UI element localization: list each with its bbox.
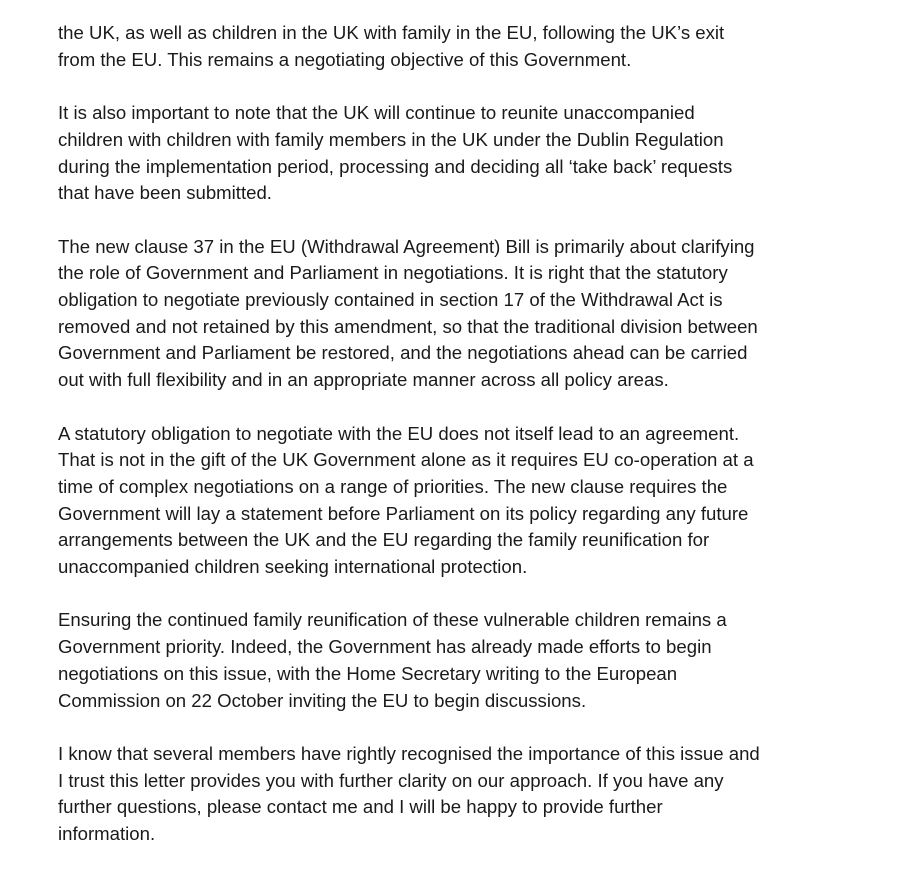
paragraph-line: Government priority. Indeed, the Government has already made efforts to begin bbox=[58, 636, 712, 658]
paragraph-line: arrangements between the UK and the EU regarding the family reunification for bbox=[58, 529, 710, 551]
paragraph-line: information. bbox=[58, 823, 156, 845]
paragraph-line: obligation to negotiate previously contained in section 17 of the Withdrawal Act is bbox=[58, 289, 723, 310]
paragraph-clause-37 bbox=[58, 234, 903, 394]
paragraph-line: children with children with family members in the UK under the Dublin Regulation bbox=[58, 128, 724, 150]
paragraph-line: That is not in the gift of the UK Government alone as it requires EU co-operation at a bbox=[58, 449, 754, 471]
paragraph-line: Commission on 22 October inviting the EU to begin discussions. bbox=[58, 689, 587, 711]
paragraph-line: It is also important to note that the UK will continue to reunite unaccompanied bbox=[58, 102, 695, 124]
paragraph-line: removed and not retained by this amendment, so that the traditional division between bbox=[58, 315, 758, 337]
paragraph-line: from the EU. This remains a negotiating objective of this Government. bbox=[58, 48, 632, 70]
paragraph-line: time of complex negotiations on a range of priorities. The new clause requires the bbox=[58, 475, 728, 497]
paragraph-dublin-regulation bbox=[58, 100, 903, 207]
paragraph-line: Ensuring the continued family reunification of these vulnerable children remains a bbox=[58, 609, 727, 631]
paragraph-line: that have been submitted. bbox=[58, 182, 272, 204]
paragraph-line: further questions, please contact me and I will be happy to provide further bbox=[58, 796, 663, 818]
paragraph-statutory-obligation bbox=[58, 421, 903, 581]
paragraph-line: out with full flexibility and in an appropriate manner across all policy areas. bbox=[58, 369, 669, 391]
paragraph-line: the role of Government and Parliament in negotiations. It is right that the statutory bbox=[58, 262, 728, 284]
paragraph-government-priority bbox=[58, 607, 903, 714]
paragraph-eu-family-objective bbox=[58, 20, 903, 73]
letter-body bbox=[58, 20, 903, 874]
paragraph-line: the UK, as well as children in the UK with family in the EU, following the UK’s exit bbox=[58, 22, 725, 43]
paragraph-line: negotiations on this issue, with the Home Secretary writing to the European bbox=[58, 662, 678, 684]
paragraph-line: during the implementation period, processing and deciding all ‘take back’ requests bbox=[58, 155, 733, 177]
paragraph-line: A statutory obligation to negotiate with the EU does not itself lead to an agreement. bbox=[58, 422, 740, 444]
paragraph-line: I know that several members have rightly recognised the importance of this issue and bbox=[58, 742, 760, 764]
paragraph-line: Government and Parliament be restored, and the negotiations ahead can be carried bbox=[58, 342, 748, 364]
paragraph-line: unaccompanied children seeking international protection. bbox=[58, 556, 528, 578]
paragraph-line: I trust this letter provides you with further clarity on our approach. If you have any bbox=[58, 769, 724, 791]
paragraph-closing bbox=[58, 741, 903, 848]
paragraph-line: Government will lay a statement before Parliament on its policy regarding any future bbox=[58, 502, 749, 524]
paragraph-line: The new clause 37 in the EU (Withdrawal Agreement) Bill is primarily about clarifying bbox=[58, 235, 755, 257]
